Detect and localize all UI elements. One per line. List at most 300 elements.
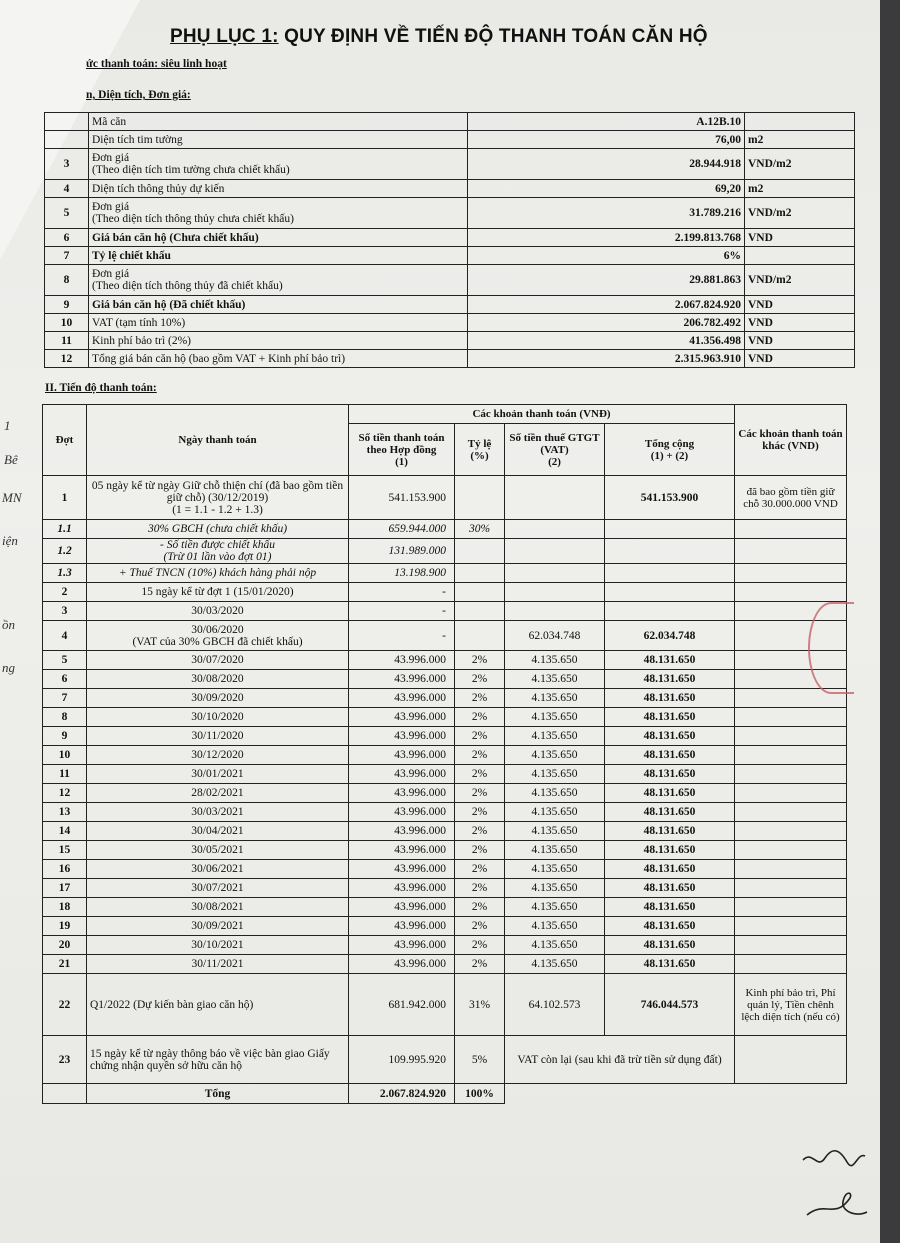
cell-vat: 4.135.650 (505, 670, 605, 689)
info-no: 6 (45, 229, 89, 247)
cell-date-text: 05 ngày kể từ ngày Giữ chỗ thiện chí (đã bao gồm tiền giữ chỗ) (30/12/2019) (91, 479, 344, 504)
total-amount: 2.067.824.920 (349, 1084, 455, 1104)
cell-total: 48.131.650 (605, 898, 735, 917)
cell-pct: 2% (455, 898, 505, 917)
cell-date (87, 670, 349, 689)
cell-other (735, 784, 847, 803)
margin-note-5: ồn (2, 617, 15, 632)
info-value: A.12B.10 (468, 113, 745, 131)
red-stamp (808, 602, 854, 694)
cell-pct: 2% (455, 879, 505, 898)
cell-date-text: 30/10/2021 (191, 939, 244, 951)
cell-amount: 43.996.000 (349, 746, 455, 765)
cell-pct: 2% (455, 727, 505, 746)
cell-vat: 62.034.748 (505, 621, 605, 651)
info-no (45, 131, 89, 149)
payment-row (43, 651, 847, 670)
cell-date (87, 898, 349, 917)
cell-pct: 2% (455, 784, 505, 803)
info-label-line: Đơn giá (92, 152, 130, 164)
info-label (89, 332, 468, 350)
cell-amount: 43.996.000 (349, 784, 455, 803)
info-row (45, 332, 855, 350)
cell-vat: 4.135.650 (505, 651, 605, 670)
cell-vat (505, 476, 605, 520)
cell-other (735, 955, 847, 974)
cell-amount: - (349, 583, 455, 602)
cell-date-text: Q1/2022 (Dự kiến bàn giao căn hộ) (90, 998, 254, 1011)
info-unit: VND (745, 296, 855, 314)
cell-total: 48.131.650 (605, 841, 735, 860)
margin-note-2: Bê (4, 452, 18, 467)
info-value: 2.315.963.910 (468, 350, 745, 368)
info-unit: m2 (745, 180, 855, 198)
cell-date-text: 30/09/2020 (191, 692, 244, 704)
cell-date (87, 476, 349, 520)
cell-other (735, 539, 847, 564)
info-no: 12 (45, 350, 89, 368)
cell-date (87, 651, 349, 670)
info-row (45, 265, 855, 296)
cell-vat: 4.135.650 (505, 822, 605, 841)
cell-total (605, 564, 735, 583)
cell-date (87, 539, 349, 564)
cell-amount: 131.989.000 (349, 539, 455, 564)
cell-pct (455, 476, 505, 520)
info-unit: VND/m2 (745, 149, 855, 180)
payment-row (43, 955, 847, 974)
cell-dot: 15 (43, 841, 87, 860)
payment-row (43, 765, 847, 784)
info-label-line2: (Theo diện tích thông thủy chưa chiết khấu) (92, 213, 294, 225)
cell-total (605, 539, 735, 564)
cell-vat (505, 520, 605, 539)
total-label: Tổng (87, 1084, 349, 1104)
cell-amount: 43.996.000 (349, 689, 455, 708)
cell-date (87, 520, 349, 539)
info-value: 69,20 (468, 180, 745, 198)
payment-method: ức thanh toán: siêu linh hoạt (86, 58, 227, 70)
payment-row (43, 803, 847, 822)
cell-pct: 2% (455, 822, 505, 841)
cell-total (605, 520, 735, 539)
total-rest (505, 1084, 847, 1104)
cell-amount: 681.942.000 (349, 974, 455, 1036)
info-label-line: VAT (tạm tính 10%) (92, 316, 186, 329)
cell-dot: 6 (43, 670, 87, 689)
cell-date (87, 974, 349, 1036)
cell-other (735, 936, 847, 955)
cell-date (87, 784, 349, 803)
cell-vat: 4.135.650 (505, 689, 605, 708)
cell-pct (455, 602, 505, 621)
total-empty (43, 1084, 87, 1104)
cell-date-text: 30/03/2020 (191, 605, 244, 617)
info-label-line: Diện tích thông thủy dự kiến (92, 182, 225, 195)
cell-dot: 17 (43, 879, 87, 898)
payment-row (43, 621, 847, 651)
info-no: 5 (45, 198, 89, 229)
page-title (170, 26, 790, 48)
info-value: 6% (468, 247, 745, 265)
cell-pct: 30% (455, 520, 505, 539)
info-no: 10 (45, 314, 89, 332)
payment-row (43, 936, 847, 955)
payment-row (43, 1036, 847, 1084)
cell-other (735, 727, 847, 746)
cell-amount: 43.996.000 (349, 936, 455, 955)
cell-date (87, 822, 349, 841)
cell-date (87, 583, 349, 602)
cell-amount: 43.996.000 (349, 670, 455, 689)
cell-other (735, 520, 847, 539)
cell-amount: 43.996.000 (349, 822, 455, 841)
col-total: Tổng cộng (1) + (2) (605, 424, 735, 476)
total-pct: 100% (455, 1084, 505, 1104)
payment-row (43, 727, 847, 746)
cell-total: 48.131.650 (605, 917, 735, 936)
info-label-line: Giá bán căn hộ (Chưa chiết khấu) (92, 231, 259, 244)
cell-date-text: + Thuế TNCN (10%) khách hàng phải nộp (118, 567, 317, 579)
info-label (89, 350, 468, 368)
cell-amount: 659.944.000 (349, 520, 455, 539)
cell-amount: 109.995.920 (349, 1036, 455, 1084)
cell-date-text2: (VAT của 30% GBCH đã chiết khấu) (132, 635, 303, 648)
info-label-line2: (Theo diện tích thông thủy đã chiết khấu) (92, 280, 283, 292)
cell-dot: 1.3 (43, 564, 87, 583)
payment-row (43, 822, 847, 841)
cell-amount: 13.198.900 (349, 564, 455, 583)
info-label-line: Tổng giá bán căn hộ (bao gồm VAT + Kinh phí bảo trì) (92, 352, 346, 365)
cell-date (87, 621, 349, 651)
col-date: Ngày thanh toán (87, 405, 349, 476)
cell-dot: 13 (43, 803, 87, 822)
info-label-line2: (Theo diện tích tim tường chưa chiết khấu) (92, 164, 290, 176)
cell-other (735, 822, 847, 841)
margin-note-6: ng (2, 660, 15, 675)
title-prefix: PHỤ LỤC 1: (170, 26, 279, 47)
cell-other (735, 917, 847, 936)
cell-total: 48.131.650 (605, 689, 735, 708)
info-row (45, 247, 855, 265)
info-label (89, 131, 468, 149)
cell-vat: 4.135.650 (505, 784, 605, 803)
cell-pct: 31% (455, 974, 505, 1036)
cell-date-text: 30/01/2021 (191, 768, 244, 780)
cell-other (735, 1036, 847, 1084)
cell-pct: 2% (455, 936, 505, 955)
payment-row (43, 602, 847, 621)
section1-heading: n, Diện tích, Đơn giá: (86, 89, 191, 101)
cell-other: đã bao gồm tiền giữ chỗ 30.000.000 VND (735, 476, 847, 520)
margin-note-4: iện (2, 533, 18, 548)
cell-date-text: 30/07/2020 (191, 654, 244, 666)
cell-total: 48.131.650 (605, 784, 735, 803)
cell-date (87, 708, 349, 727)
info-row (45, 314, 855, 332)
payment-row (43, 898, 847, 917)
info-label (89, 113, 468, 131)
cell-vat: 4.135.650 (505, 879, 605, 898)
cell-dot: 3 (43, 602, 87, 621)
payment-row (43, 520, 847, 539)
cell-amount: 43.996.000 (349, 651, 455, 670)
info-label (89, 229, 468, 247)
info-value: 76,00 (468, 131, 745, 149)
cell-dot: 5 (43, 651, 87, 670)
payment-row (43, 689, 847, 708)
cell-vat: 4.135.650 (505, 898, 605, 917)
cell-vat (505, 564, 605, 583)
cell-vat: 4.135.650 (505, 746, 605, 765)
cell-pct: 2% (455, 651, 505, 670)
cell-pct (455, 621, 505, 651)
cell-amount: 43.996.000 (349, 708, 455, 727)
cell-total (605, 583, 735, 602)
cell-vat: 4.135.650 (505, 727, 605, 746)
cell-vat: 4.135.650 (505, 803, 605, 822)
cell-pct: 2% (455, 917, 505, 936)
cell-date (87, 955, 349, 974)
cell-date-text: 15 ngày kể từ ngày thông báo về việc bàn giao Giấy chứng nhận quyền sở hữu căn hộ (90, 1047, 330, 1072)
cell-date-text: 30/11/2020 (191, 730, 244, 742)
cell-total: 48.131.650 (605, 822, 735, 841)
info-row (45, 131, 855, 149)
info-value: 29.881.863 (468, 265, 745, 296)
cell-date (87, 879, 349, 898)
cell-other (735, 765, 847, 784)
cell-dot: 1.2 (43, 539, 87, 564)
cell-other: Kinh phí bảo trì, Phí quản lý, Tiền chênh lệch diện tích (nếu có) (735, 974, 847, 1036)
info-label-line: Đơn giá (92, 268, 130, 280)
cell-pct: 2% (455, 841, 505, 860)
cell-date (87, 746, 349, 765)
cell-date-text: 30/06/2020 (191, 623, 244, 636)
payment-row (43, 670, 847, 689)
info-label (89, 265, 468, 296)
cell-pct: 2% (455, 803, 505, 822)
cell-dot: 11 (43, 765, 87, 784)
cell-total: 48.131.650 (605, 746, 735, 765)
cell-dot: 1.1 (43, 520, 87, 539)
col-amount: Số tiền thanh toán theo Hợp đồng (1) (349, 424, 455, 476)
info-label-line: Diện tích tim tường (92, 133, 183, 146)
cell-total: 48.131.650 (605, 670, 735, 689)
payment-row (43, 539, 847, 564)
cell-amount: 541.153.900 (349, 476, 455, 520)
cell-dot: 2 (43, 583, 87, 602)
cell-pct: 2% (455, 955, 505, 974)
payment-row (43, 564, 847, 583)
cell-other (735, 803, 847, 822)
info-label (89, 180, 468, 198)
col-pct: Tỷ lệ (%) (455, 424, 505, 476)
cell-total: 48.131.650 (605, 803, 735, 822)
cell-date (87, 689, 349, 708)
cell-dot: 9 (43, 727, 87, 746)
payment-row (43, 708, 847, 727)
info-no: 4 (45, 180, 89, 198)
cell-date (87, 564, 349, 583)
cell-amount: 43.996.000 (349, 803, 455, 822)
info-label-line: Mã căn (92, 115, 127, 128)
cell-date-text: 30/05/2021 (191, 844, 244, 856)
cell-date (87, 602, 349, 621)
info-row (45, 180, 855, 198)
info-row (45, 229, 855, 247)
cell-dot: 14 (43, 822, 87, 841)
info-value: 2.199.813.768 (468, 229, 745, 247)
cell-date (87, 765, 349, 784)
payment-row (43, 974, 847, 1036)
col-dot: Đợt (43, 405, 87, 476)
info-label (89, 314, 468, 332)
info-unit (745, 113, 855, 131)
cell-dot: 4 (43, 621, 87, 651)
cell-date-text: 30/06/2021 (191, 863, 244, 875)
payment-schedule-table (42, 404, 847, 1104)
cell-amount: 43.996.000 (349, 860, 455, 879)
cell-other (735, 860, 847, 879)
info-label (89, 296, 468, 314)
cell-vat: 4.135.650 (505, 917, 605, 936)
cell-date (87, 727, 349, 746)
cell-date-text: 30% GBCH (chưa chiết khấu) (147, 523, 288, 535)
cell-vat: 4.135.650 (505, 860, 605, 879)
cell-other (735, 898, 847, 917)
cell-date-text2: (1 = 1.1 - 1.2 + 1.3) (172, 503, 263, 516)
cell-dot: 19 (43, 917, 87, 936)
margin-note-1: 1 (4, 418, 11, 433)
cell-amount: 43.996.000 (349, 727, 455, 746)
payment-row (43, 879, 847, 898)
cell-total: 746.044.573 (605, 974, 735, 1036)
cell-vat: 4.135.650 (505, 955, 605, 974)
info-no: 3 (45, 149, 89, 180)
info-row (45, 149, 855, 180)
info-label (89, 149, 468, 180)
cell-other (735, 708, 847, 727)
cell-amount: - (349, 602, 455, 621)
cell-vat: 64.102.573 (505, 974, 605, 1036)
cell-total: 48.131.650 (605, 651, 735, 670)
cell-date-text: 30/07/2021 (191, 882, 244, 894)
payment-row (43, 583, 847, 602)
info-unit: VND (745, 229, 855, 247)
total-row (43, 1084, 847, 1104)
cell-vat: 4.135.650 (505, 765, 605, 784)
payment-row (43, 476, 847, 520)
info-unit: VND/m2 (745, 198, 855, 229)
cell-pct: 2% (455, 708, 505, 727)
info-no: 8 (45, 265, 89, 296)
cell-date-text: 30/08/2020 (191, 673, 244, 685)
cell-total: 48.131.650 (605, 879, 735, 898)
cell-vat (505, 539, 605, 564)
cell-amount: 43.996.000 (349, 898, 455, 917)
title-text: QUY ĐỊNH VỀ TIẾN ĐỘ THANH TOÁN CĂN HỘ (284, 26, 708, 47)
signature (795, 1140, 875, 1230)
cell-dot: 8 (43, 708, 87, 727)
cell-dot: 18 (43, 898, 87, 917)
cell-date (87, 1036, 349, 1084)
info-row (45, 350, 855, 368)
cell-pct (455, 583, 505, 602)
cell-total: 62.034.748 (605, 621, 735, 651)
cell-amount: 43.996.000 (349, 917, 455, 936)
info-label-line: Tỷ lệ chiết khấu (92, 249, 171, 262)
cell-date (87, 917, 349, 936)
cell-date-text: 15 ngày kể từ đợt 1 (15/01/2020) (141, 586, 294, 598)
col-group: Các khoản thanh toán (VNĐ) (349, 405, 735, 424)
info-value: 41.356.498 (468, 332, 745, 350)
cell-vat (505, 602, 605, 621)
cell-amount: 43.996.000 (349, 955, 455, 974)
info-label-line: Giá bán căn hộ (Đã chiết khấu) (92, 298, 246, 311)
payment-row (43, 784, 847, 803)
cell-pct (455, 539, 505, 564)
info-no: 9 (45, 296, 89, 314)
info-value: 206.782.492 (468, 314, 745, 332)
payment-row (43, 860, 847, 879)
cell-dot: 12 (43, 784, 87, 803)
cell-other (735, 879, 847, 898)
payment-row (43, 841, 847, 860)
cell-dot: 23 (43, 1036, 87, 1084)
info-value: 28.944.918 (468, 149, 745, 180)
info-label (89, 198, 468, 229)
cell-vat: 4.135.650 (505, 841, 605, 860)
info-unit: VND (745, 350, 855, 368)
info-value: 2.067.824.920 (468, 296, 745, 314)
cell-other (735, 746, 847, 765)
cell-date (87, 936, 349, 955)
col-other: Các khoản thanh toán khác (VND) (735, 405, 847, 476)
cell-total: 48.131.650 (605, 955, 735, 974)
cell-vat: 4.135.650 (505, 708, 605, 727)
cell-date-text: 30/12/2020 (191, 749, 244, 761)
info-row (45, 113, 855, 131)
cell-total: 48.131.650 (605, 860, 735, 879)
cell-dot: 16 (43, 860, 87, 879)
info-unit: VND (745, 332, 855, 350)
info-label-line: Kinh phí bảo trì (2%) (92, 334, 192, 347)
cell-date-text: 30/04/2021 (191, 825, 244, 837)
payment-row (43, 917, 847, 936)
cell-dot: 22 (43, 974, 87, 1036)
info-unit: m2 (745, 131, 855, 149)
cell-date-text: 30/08/2021 (191, 901, 244, 913)
cell-dot: 10 (43, 746, 87, 765)
cell-amount: 43.996.000 (349, 841, 455, 860)
info-no: 7 (45, 247, 89, 265)
cell-total (605, 602, 735, 621)
cell-total: 541.153.900 (605, 476, 735, 520)
cell-pct (455, 564, 505, 583)
cell-total: 48.131.650 (605, 727, 735, 746)
info-no (45, 113, 89, 131)
cell-total: 48.131.650 (605, 765, 735, 784)
cell-dot: 1 (43, 476, 87, 520)
cell-amount: - (349, 621, 455, 651)
payment-row (43, 746, 847, 765)
cell-date-text: 30/11/2021 (191, 958, 244, 970)
info-unit: VND (745, 314, 855, 332)
cell-date-text: 30/03/2021 (191, 806, 244, 818)
cell-other (735, 841, 847, 860)
info-value: 31.789.216 (468, 198, 745, 229)
info-unit (745, 247, 855, 265)
